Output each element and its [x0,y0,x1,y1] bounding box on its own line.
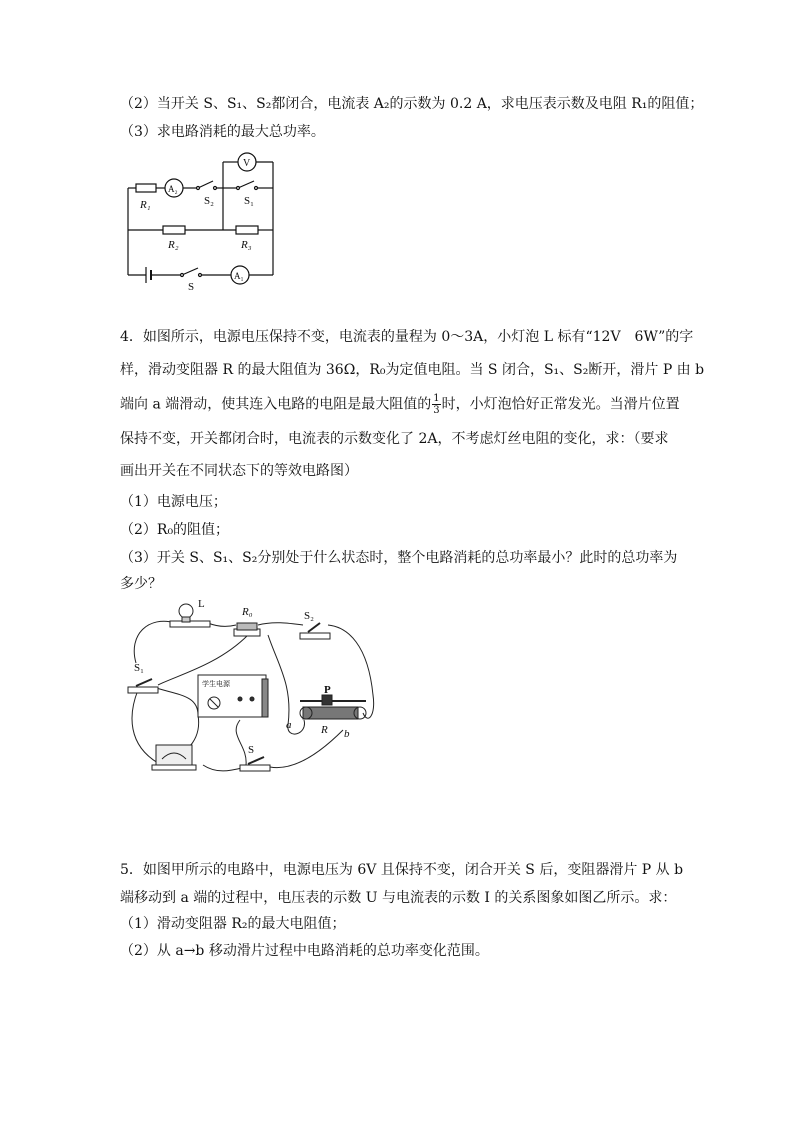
switch-s [182,268,198,275]
label-b: b [344,728,350,740]
label-r2: R₂ [168,239,179,251]
label-a1: A₁ [234,271,244,281]
q5-part2: （2）从 a→b 移动滑片过程中电路消耗的总功率变化范围。 [120,943,489,959]
label-s1: S₁ [244,195,254,207]
label-s: S [248,744,255,756]
q4-line-1: 4．如图所示，电源电压保持不变，电流表的量程为 0～3A，小灯泡 L 标有“12V 6W”的字 [120,329,694,345]
q3-circuit-diagram [118,150,288,290]
label-r0: R₀ [242,606,253,618]
q4-part1: （1）电源电压； [120,494,227,510]
switch-s2 [198,181,213,188]
q5-part1: （1）滑动变阻器 R₂的最大电阻值； [120,916,346,932]
q3-part2: （2）当开关 S、S₁、S₂都闭合，电流表 A₂的示数为 0.2 A，求电压表示数及电阻 R₁的阻值； [120,96,704,112]
q4-part3a: （3）开关 S、S₁、S₂分别处于什么状态时，整个电路消耗的总功率最小？此时的总功率为 [120,550,678,566]
q4-part3b: 多少？ [120,576,162,592]
label-r: R [321,724,328,736]
label-s2: S₂ [204,195,214,207]
q4-part2: （2）R₀的阻值； [120,522,230,538]
label-s2: S₂ [304,610,314,622]
q3-part3: （3）求电路消耗的最大总功率。 [120,124,325,140]
q4-line-5: 画出开关在不同状态下的等效电路图） [120,463,358,479]
q4-line-4: 保持不变，开关都闭合时，电流表的示数变化了 2A，不考虑灯丝电阻的变化，求：（要求 [120,431,669,447]
q4-line-2: 样，滑动变阻器 R 的最大阻值为 36Ω，R₀为定值电阻。当 S 闭合，S₁、S₂断开，滑片 P 由 b [120,362,705,378]
resistor-r0 [234,623,260,636]
label-r3: R₃ [241,239,252,251]
switch-s2 [300,623,330,639]
q4-line-3a: 端向 a 端滑动，使其连入电路的电阻是最大阻值的 [120,396,432,413]
resistor-r2 [163,226,185,234]
label-a2: A₂ [168,184,178,194]
fraction-one-third: $\frac{1}{3}$ [433,393,440,416]
q5-line-1: 5．如图甲所示的电路中，电源电压为 6V 且保持不变，闭合开关 S 后，变阻器滑片 P 从 b [120,862,684,878]
resistor-r1 [136,184,156,192]
switch-s [240,757,270,771]
label-l: L [198,598,205,610]
ammeter [152,745,196,770]
switch-s1 [238,181,254,188]
rheostat-r [300,695,366,719]
resistor-r3 [236,226,258,234]
label-s1: S₁ [134,662,144,674]
label-s: S [188,281,195,290]
label-a: a [286,719,292,731]
switch-s1 [128,679,158,693]
q4-line-3b: 时，小灯泡恰好正常发光。当滑片位置 [441,396,680,413]
label-supply: 学生电源 [202,680,230,688]
q4-physical-circuit [118,595,388,785]
label-r1: R₁ [140,199,151,211]
q5-line-2: 端移动到 a 端的过程中，电压表的示数 U 与电流表的示数 I 的关系图象如图乙所示。求： [120,890,677,906]
label-p: P [324,684,331,696]
q4-line-3 [120,393,680,416]
label-v: V [243,158,251,169]
